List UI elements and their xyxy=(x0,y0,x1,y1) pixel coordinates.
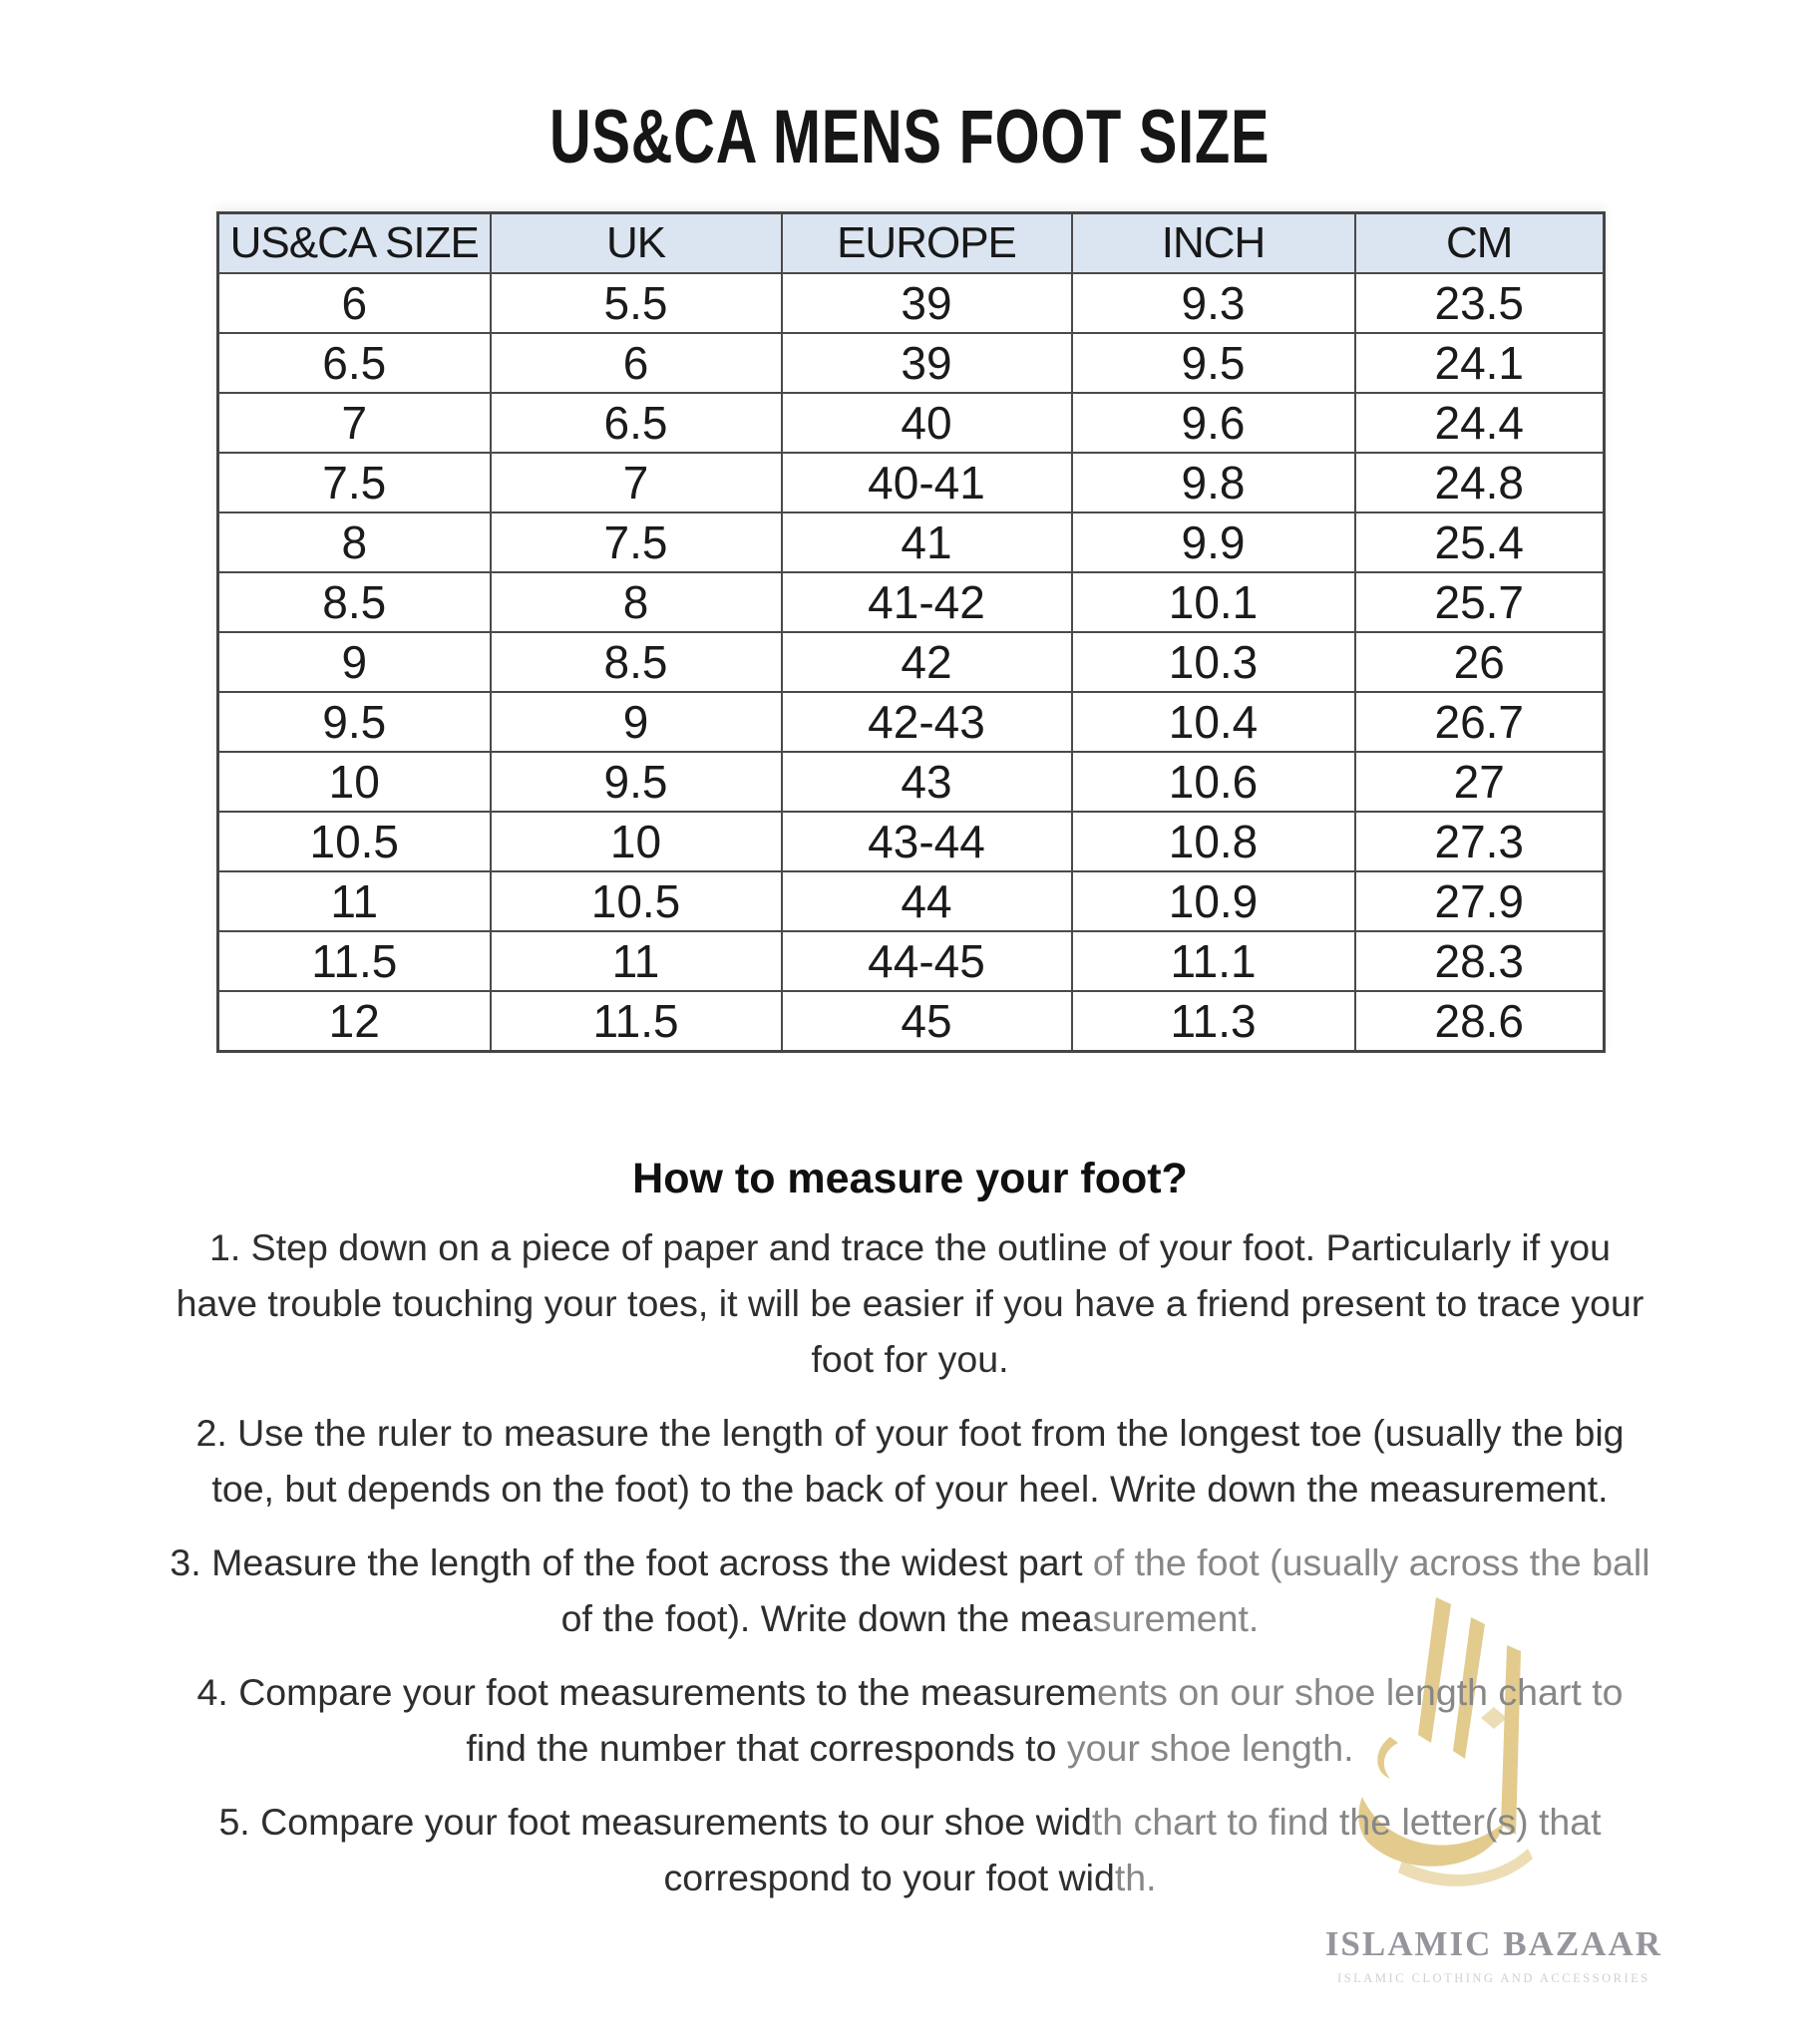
size-cell: 24.8 xyxy=(1355,453,1605,512)
instruction-text-segment: of the foot (usually across the ball xyxy=(1082,1541,1650,1583)
size-cell: 12 xyxy=(218,991,491,1052)
size-cell: 8.5 xyxy=(218,572,491,632)
size-cell: 11.5 xyxy=(218,931,491,991)
table-row xyxy=(218,632,1605,692)
size-cell: 26 xyxy=(1355,632,1605,692)
table-row xyxy=(218,991,1605,1052)
size-cell: 10 xyxy=(218,752,491,812)
size-cell: 41-42 xyxy=(782,572,1072,632)
size-table xyxy=(216,211,1606,1053)
instruction-text-segment: 4. Compare your foot measurements to the measurem xyxy=(196,1671,1098,1713)
size-cell: 9 xyxy=(491,692,782,752)
instructions-heading: How to measure your foot? xyxy=(632,1155,1188,1202)
table-row xyxy=(218,931,1605,991)
size-cell: 7 xyxy=(491,453,782,512)
size-cell: 6 xyxy=(491,333,782,393)
size-cell: 44-45 xyxy=(782,931,1072,991)
size-cell: 10.4 xyxy=(1072,692,1355,752)
instruction-paragraph-5 xyxy=(0,1794,1820,1905)
table-row xyxy=(218,692,1605,752)
table-row xyxy=(218,333,1605,393)
size-cell: 24.1 xyxy=(1355,333,1605,393)
instruction-text-segment: 5. Compare your foot measurements to our shoe wid xyxy=(218,1801,1092,1843)
size-cell: 6.5 xyxy=(218,333,491,393)
instruction-text-segment: find the number that corresponds to xyxy=(466,1727,1067,1769)
size-cell: 28.3 xyxy=(1355,931,1605,991)
instruction-line xyxy=(0,1219,1820,1275)
size-cell: 10.8 xyxy=(1072,812,1355,871)
size-cell: 27 xyxy=(1355,752,1605,812)
instruction-line xyxy=(0,1405,1820,1461)
size-cell: 10.5 xyxy=(218,812,491,871)
size-cell: 8 xyxy=(218,512,491,572)
column-header-cm: CM xyxy=(1355,213,1605,274)
size-cell: 41 xyxy=(782,512,1072,572)
size-cell: 8 xyxy=(491,572,782,632)
instruction-line xyxy=(0,1534,1820,1590)
instruction-line xyxy=(0,1461,1820,1517)
size-cell: 6.5 xyxy=(491,393,782,453)
instruction-text-segment: your shoe length. xyxy=(1066,1727,1354,1769)
page-title: US&CA MENS FOOT SIZE xyxy=(549,95,1271,179)
size-cell: 7.5 xyxy=(491,512,782,572)
size-cell: 10.6 xyxy=(1072,752,1355,812)
size-cell: 7.5 xyxy=(218,453,491,512)
instruction-paragraph-3 xyxy=(0,1534,1820,1646)
size-cell: 27.3 xyxy=(1355,812,1605,871)
size-cell: 24.4 xyxy=(1355,393,1605,453)
instruction-line xyxy=(0,1794,1820,1850)
size-cell: 28.6 xyxy=(1355,991,1605,1052)
size-cell: 40 xyxy=(782,393,1072,453)
size-cell: 43-44 xyxy=(782,812,1072,871)
size-cell: 9.8 xyxy=(1072,453,1355,512)
instruction-paragraph-2 xyxy=(0,1405,1820,1517)
instruction-text-segment: th chart to find the letter(s) that xyxy=(1091,1801,1602,1843)
title-area xyxy=(0,0,1820,180)
size-cell: 9.9 xyxy=(1072,512,1355,572)
column-header-uk: UK xyxy=(491,213,782,274)
size-cell: 11 xyxy=(491,931,782,991)
size-cell: 9.5 xyxy=(1072,333,1355,393)
size-cell: 25.7 xyxy=(1355,572,1605,632)
instruction-line xyxy=(0,1850,1820,1905)
size-cell: 40-41 xyxy=(782,453,1072,512)
size-cell: 11 xyxy=(218,871,491,931)
size-cell: 9.5 xyxy=(491,752,782,812)
instructions-section xyxy=(0,1155,1820,1923)
instruction-paragraph-1 xyxy=(0,1219,1820,1387)
size-cell: 9.3 xyxy=(1072,273,1355,333)
size-cell: 26.7 xyxy=(1355,692,1605,752)
table-row xyxy=(218,273,1605,333)
instruction-text-segment: 2. Use the ruler to measure the length of your foot from the longest toe (usually the big xyxy=(195,1412,1625,1454)
instruction-line xyxy=(0,1664,1820,1720)
size-cell: 42-43 xyxy=(782,692,1072,752)
instruction-text-segment: 1. Step down on a piece of paper and trace the outline of your foot. Particularly if you xyxy=(208,1226,1612,1268)
size-cell: 11.3 xyxy=(1072,991,1355,1052)
size-cell: 5.5 xyxy=(491,273,782,333)
column-header-europe: EUROPE xyxy=(782,213,1072,274)
instruction-text-segment: th. xyxy=(1114,1857,1157,1898)
instruction-text-segment: surement. xyxy=(1092,1597,1260,1639)
instruction-paragraph-4 xyxy=(0,1664,1820,1776)
size-cell: 27.9 xyxy=(1355,871,1605,931)
instruction-text-segment: toe, but depends on the foot) to the back of your heel. Write down the measurement. xyxy=(211,1468,1609,1510)
instruction-text-segment: of the foot). Write down the mea xyxy=(560,1597,1093,1639)
size-cell: 23.5 xyxy=(1355,273,1605,333)
size-cell: 25.4 xyxy=(1355,512,1605,572)
table-row xyxy=(218,752,1605,812)
size-cell: 8.5 xyxy=(491,632,782,692)
size-cell: 10.5 xyxy=(491,871,782,931)
instruction-line xyxy=(0,1590,1820,1646)
size-cell: 9 xyxy=(218,632,491,692)
table-head xyxy=(218,213,1605,274)
size-cell: 11.5 xyxy=(491,991,782,1052)
table-row xyxy=(218,572,1605,632)
size-cell: 10.3 xyxy=(1072,632,1355,692)
instruction-line xyxy=(0,1331,1820,1387)
table-row xyxy=(218,812,1605,871)
table-row xyxy=(218,453,1605,512)
size-cell: 45 xyxy=(782,991,1072,1052)
instruction-text-segment: ents on our shoe length chart to xyxy=(1097,1671,1624,1713)
brand-logo xyxy=(1325,1924,1662,1986)
size-cell: 42 xyxy=(782,632,1072,692)
table-row xyxy=(218,512,1605,572)
size-cell: 39 xyxy=(782,273,1072,333)
instruction-text-segment: 3. Measure the length of the foot across the widest part xyxy=(170,1541,1083,1583)
size-cell: 39 xyxy=(782,333,1072,393)
size-cell: 44 xyxy=(782,871,1072,931)
size-cell: 11.1 xyxy=(1072,931,1355,991)
instruction-text-segment: have trouble touching your toes, it will be easier if you have a friend present to trace your xyxy=(176,1282,1644,1324)
size-cell: 10.1 xyxy=(1072,572,1355,632)
size-cell: 10 xyxy=(491,812,782,871)
size-cell: 10.9 xyxy=(1072,871,1355,931)
instruction-text-segment: foot for you. xyxy=(811,1338,1009,1380)
column-header-inch: INCH xyxy=(1072,213,1355,274)
table-row xyxy=(218,393,1605,453)
column-header-us-ca-size: US&CA SIZE xyxy=(218,213,491,274)
table-body xyxy=(218,273,1605,1052)
instructions-body xyxy=(0,1219,1820,1905)
size-cell: 43 xyxy=(782,752,1072,812)
size-cell: 9.6 xyxy=(1072,393,1355,453)
table-row xyxy=(218,871,1605,931)
table-header-row xyxy=(218,213,1605,274)
instruction-line xyxy=(0,1275,1820,1331)
instruction-line xyxy=(0,1720,1820,1776)
instruction-text-segment: correspond to your foot wid xyxy=(663,1857,1115,1898)
brand-name: ISLAMIC BAZAAR xyxy=(1324,1924,1662,1963)
size-cell: 7 xyxy=(218,393,491,453)
size-cell: 6 xyxy=(218,273,491,333)
size-cell: 9.5 xyxy=(218,692,491,752)
brand-tagline: ISLAMIC CLOTHING AND ACCESSORIES xyxy=(1337,1971,1650,1985)
